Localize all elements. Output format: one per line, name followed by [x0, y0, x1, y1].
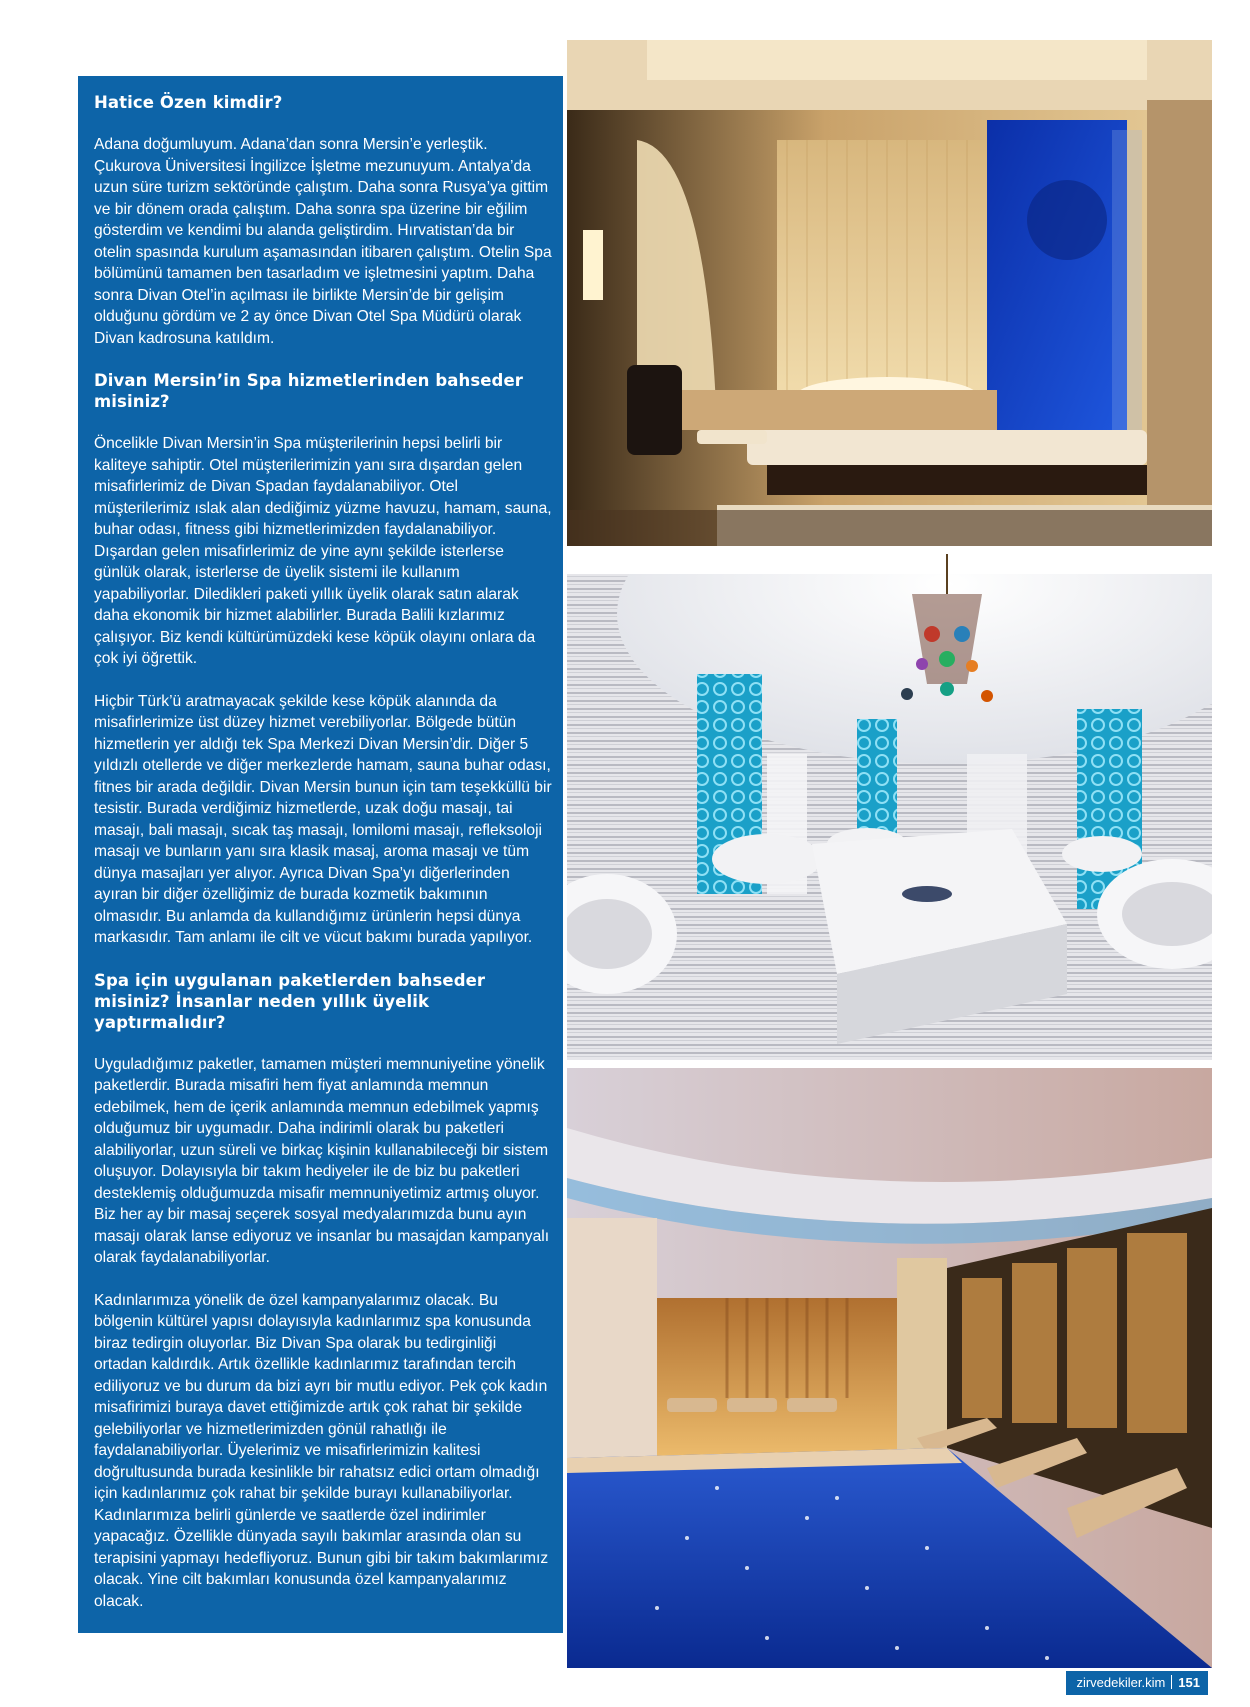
- page-number: 151: [1178, 1675, 1200, 1690]
- article-text-panel: [78, 76, 563, 1633]
- page-footer: [1066, 1671, 1208, 1695]
- paragraph: Hiçbir Türk’ü aratmayacak şekilde kese köpük alanında da misafirlerimize üst düzey hizmet verebiliyorlar. Bölgede bütün hizmetlerin yer aldığı tek Spa Merkezi Divan Mersin’dir. Diğer 5 yıldızlı otellerde ve diğer merkezlerde hamam, sauna buhar odası, fitnes bir arada değildir. Divan Mersin bunun için tam teşekküllü bir tesistir. Burada verdiğimiz hizmetlerde, uzak doğu masajı, tai masajı, bali masajı, sıcak taş masajı, lomilomi masajı, refleksoloji masajı ve bunların yanı sıra klasik masaj, aroma masajı ve tüm dünya masajları yer alıyor. Ayrıca Divan Spa’yı diğerlerinden ayıran bir diğer özelliğimiz de burada kozmetik bakımının olmasıdır. Bu anlamda da kullandığımız ürünlerin hepsi dünya markasıdır. Tam anlamı ile cilt ve vücut bakımı burada yapılıyor.: [94, 692, 552, 946]
- footer-divider: [1171, 1675, 1172, 1689]
- section-heading: Hatice Özen kimdir?: [94, 93, 283, 112]
- paragraph: Kadınlarımıza yönelik de özel kampanyalarımız olacak. Bu bölgenin kültürel yapısı dolayısıyla kadınlarımız spa konusunda biraz tedirgin oluyorlar. Biz Divan Spa olarak bu tedirginliği ortadan kaldırdık. Artık özellikle kadınlarımız tarafından tercih ediliyoruz ve bu durum da bizi ayrı bir mutlu ediyor. Pek çok kadın misafirimizi buraya davet ettiğimizde artık çok rahat bir şekilde gelebiliyorlar ve hizmetlerimizden gönül rahatlığı ile faydalanabiliyorlar. Üyelerimiz ve misafirlerimizin kalitesi doğrultusunda burada kesinlikle bir rahatsız edici ortam olmadığı için kadınlarımız çok rahat bir şekilde burayı kullanabiliyorlar. Kadınlarımıza belirli günlerde ve saatlerde özel indirimler yapacağız. Özellikle dünyada sayılı bakımlar arasında olan su terapisini yapmayı hedefliyoruz. Bunun gibi bir takım bakımlarımız olacak. Yine cilt bakımları konusunda özel kampanyalarımız olacak.: [94, 1291, 549, 1610]
- paragraph: Uyguladığımız paketler, tamamen müşteri memnuniyetine yönelik paketlerdir. Burada misafiri hem fiyat anlamında memnun edebilmek, hem de içerik anlamında memnun edebilmek yapmış olduğumuz bir uygumadır. Daha indirimli olarak bu paketleri alabiliyorlar, uzun süreli ve birkaç kişinin kullanabileceği bir sistem oluşuyor. Dolayısıyla bir takım hediyeler ile de biz bu paketleri desteklemiş olduğumuzda misafir memnuniyetimiz artmış oluyor. Biz her ay bir masaj seçerek sosyal medyalarımızda bunu ayın masajı olarak lanse ediyoruz ve insanlar bu masajdan kampanyalı olarak faydalanabiliyorlar.: [94, 1055, 550, 1266]
- section-1: [94, 92, 553, 349]
- section-2: [94, 370, 553, 949]
- paragraph: Adana doğumluyum. Adana’dan sonra Mersin’e yerleştik. Çukurova Üniversitesi İngilizce İşletme mezunuyum. Antalya’da uzun süre turizm sektöründe çalıştım. Daha sonra Rusya’ya gittim ve bir dönem orada çalıştım. Daha sonra spa üzerine bir eğilim gösterdim ve kendimi bu alanda geliştirdim. Hırvatistan’da bir otelin spasında kurulum aşamasından itibaren çalıştım. Otelin Spa bölümünü tamamen ben tasarladım ve işletmesini yaptım. Daha sonra Divan Otel’in açılması ile birlikte Mersin’de bir gelişim olduğunu gördüm ve 2 ay önce Divan Otel Spa Müdürü olarak Divan kadrosuna katıldım.: [94, 136, 552, 347]
- hamam-photo: [567, 554, 1212, 1060]
- indoor-pool-photo: [567, 1068, 1212, 1668]
- section-heading: Divan Mersin’in Spa hizmetlerinden bahseder misiniz?: [94, 371, 523, 411]
- paragraph: Öncelikle Divan Mersin’in Spa müşterilerinin hepsi belirli bir kaliteye sahiptir. Otel müşterilerimizin yanı sıra dışardan gelen misafirlerimiz de Divan Spadan faydalanabiliyor. Otel müşterilerimiz ıslak alan dediğimiz yüzme havuzu, hamam, sauna, buhar odası, fitness gibi hizmetlerimizden faydalanabiliyor. Dışardan gelen misafirlerimiz de yine aynı şekilde isterlerse günlük olarak, isterlerse de üyelik sistemi ile kullanım yapabiliyorlar. Diledikleri paketi yıllık üyelik olarak satın alarak daha ekonomik bir hizmet alabilirler. Burada Balili kızlarımız çalışıyor. Biz kendi kültürümüzdeki kese köpük olayını onlara da çok iyi öğrettik.: [94, 435, 552, 667]
- section-3: [94, 970, 553, 1613]
- massage-room-photo: [567, 40, 1212, 546]
- section-heading: Spa için uygulanan paketlerden bahseder misiniz? İnsanlar neden yıllık üyelik yaptırmalıdır?: [94, 970, 486, 1032]
- site-name: zirvedekiler.kim: [1076, 1675, 1166, 1690]
